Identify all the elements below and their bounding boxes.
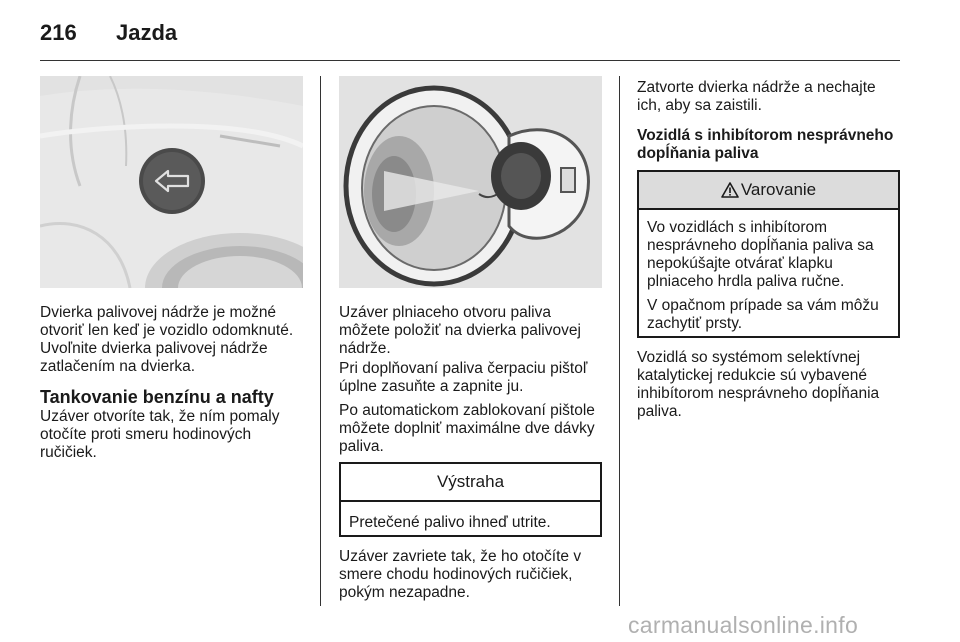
warning-box	[637, 170, 900, 338]
refuel-heading: Tankovanie benzínu a nafty	[40, 387, 274, 407]
notice-title: Výstraha	[341, 464, 600, 502]
chapter-title: Jazda	[116, 20, 178, 45]
page-number: 216	[40, 20, 77, 45]
column-divider-1	[320, 76, 321, 606]
cap-open-paragraph: Uzáver otvoríte tak, že ním pomaly otočíte proti smeru hodinových ručičiek.	[40, 408, 280, 461]
close-door-paragraph: Zatvorte dvierka nádrže a nechajte ich, aby sa zaistili.	[637, 79, 876, 114]
warning-triangle-icon	[721, 182, 739, 198]
watermark: carmanualsonline.info	[628, 612, 859, 638]
cap-close-paragraph: Uzáver zavriete tak, že ho otočíte v smere chodu hodinových ručičiek, pokým nezapadne.	[339, 548, 582, 601]
fuel-cap-figure	[339, 76, 602, 288]
warning-title: Varovanie	[740, 180, 817, 199]
fuel-door-paragraph: Dvierka palivovej nádrže je možné otvoriť len keď je vozidlo odomknuté. Uvoľnite dvierka palivovej nádrže zatlačením na dvierka.	[40, 304, 294, 375]
max-refill-paragraph: Po automatickom zablokovaní pištole môžete doplniť maximálne dve dávky paliva.	[339, 402, 595, 455]
warning-text-1: Vo vozidlách s inhibítorom nesprávneho dopĺňania paliva sa nepokúšajte otvárať klapku plniaceho hrdla paliva ručne.	[647, 219, 874, 290]
notice-text: Pretečené palivo ihneď utrite.	[349, 514, 551, 531]
notice-box	[339, 462, 602, 537]
column-divider-2	[619, 76, 620, 606]
warning-header	[639, 172, 898, 210]
fuel-door-figure	[40, 76, 303, 288]
inhibitor-subheading: Vozidlá s inhibítorom nesprávneho dopĺňania paliva	[637, 127, 894, 162]
warning-text-2: V opačnom prípade sa vám môžu zachytiť prsty.	[647, 297, 879, 332]
nozzle-paragraph: Pri doplňovaní paliva čerpaciu pištoľ úplne zasuňte a zapnite ju.	[339, 360, 588, 395]
header-rule	[40, 60, 900, 61]
cap-place-paragraph: Uzáver plniaceho otvoru paliva môžete položiť na dvierka palivovej nádrže.	[339, 304, 581, 357]
scr-paragraph: Vozidlá so systémom selektívnej katalytickej redukcie sú vybavené inhibítorom nesprávneho dopĺňania paliva.	[637, 349, 880, 420]
